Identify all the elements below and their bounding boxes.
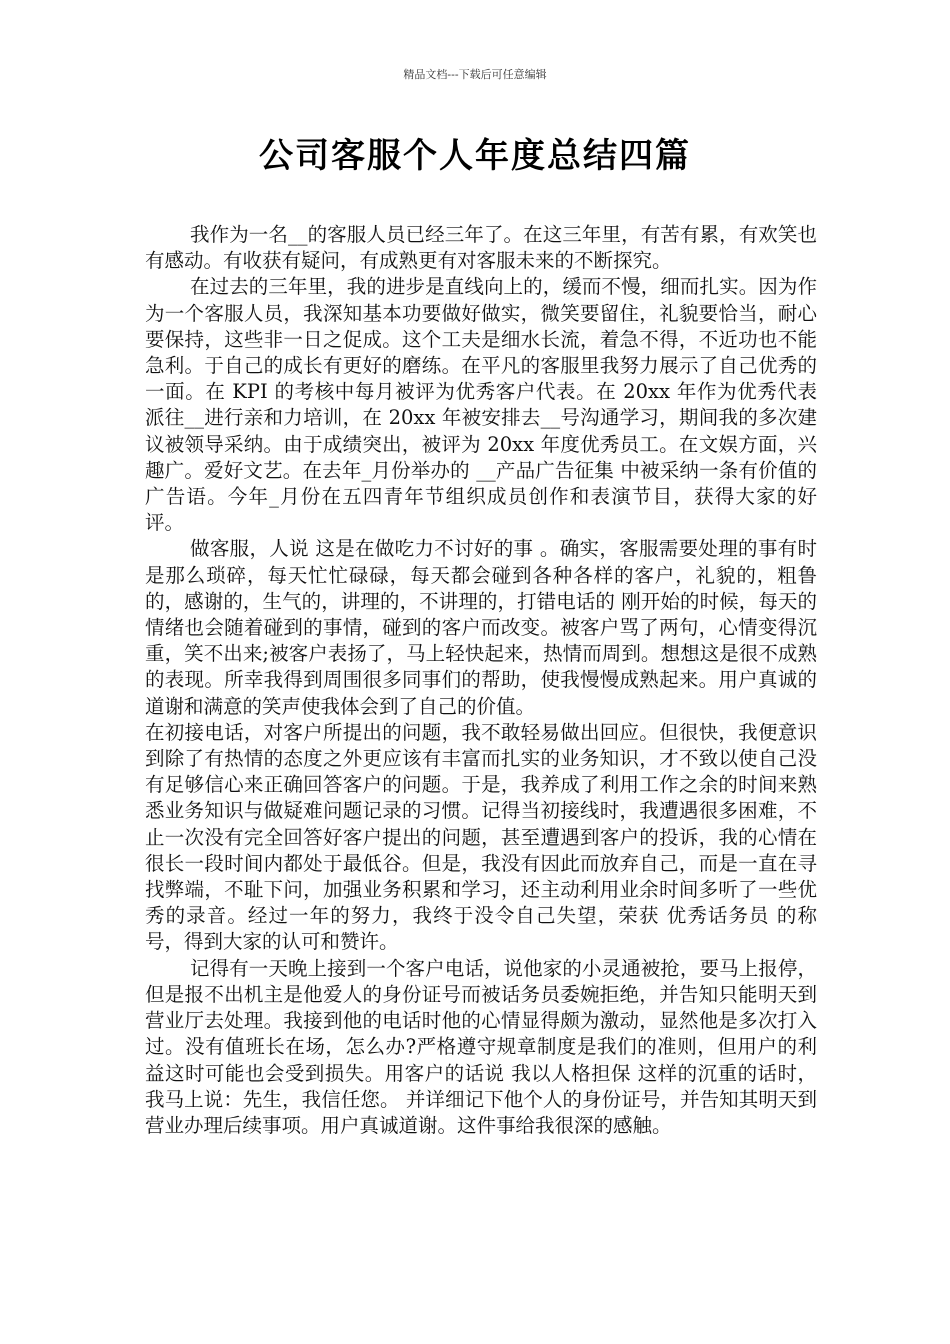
body-paragraph-2: 在过去的三年里，我的进步是直线向上的，缓而不慢，细而扎实。因为作为一个客服人员，我深知基本功要做好做实，微笑要留住，礼貌要恰当，耐心要保持，这些非一日之促成。这个工夫是细水长流，着急不得，不近功也不能急利。于自己的成长有更好的磨练。在平凡的客服里我努力展示了自己优秀的一面。在 KPI 的考核中每月被评为优秀客户代表。在 20xx 年作为优秀代表派往__进行亲和力培训，在 20xx 年被安排去__号沟通学习，期间我的多次建议被领导采纳。由于成绩突出，被评为 20xx 年度优秀员工。在文娱方面，兴趣广。爱好文艺。在去年_月份举办的 __产品广告征集 中被采纳一条有价值的广告语。今年_月份在五四青年节组织成员创作和表演节目，获得大家的好评。 bbox=[145, 275, 817, 535]
body-paragraph-4: 在初接电话，对客户所提出的问题，我不敢轻易做出回应。但很快，我便意识到除了有热情的态度之外更应该有丰富而扎实的业务知识，才不致以使自己没有足够信心来正确回答客户的问题。于是，我养成了利用工作之余的时间来熟悉业务知识与做疑难问题记录的习惯。记得当初接线时，我遭遇很多困难，不止一次没有完全回答好客户提出的问题，甚至遭遇到客户的投诉，我的心情在很长一段时间内都处于最低谷。但是，我没有因此而放弃自己，而是一直在寻找弊端，不耻下问，加强业务积累和学习，还主动利用业余时间多听了一些优秀的录音。经过一年的努力，我终于没令自己失望，荣获 优秀话务员 的称号，得到大家的认可和赞许。 bbox=[145, 720, 817, 954]
body-paragraph-5: 记得有一天晚上接到一个客户电话，说他家的小灵通被抢，要马上报停，但是报不出机主是他爱人的身份证号而被话务员委婉拒绝，并告知只能明天到营业厅去处理。我接到他的电话时他的心情显得颇为激动，显然他是多次打入过。没有值班长在场，怎么办?严格遵守规章制度是我们的准则，但用户的利益这时可能也会受到损失。用客户的话说 我以人格担保 这样的沉重的话时，我马上说：先生，我信任您。 并详细记下他个人的身份证号，并告知其明天到营业办理后续事项。用户真诚道谢。这件事给我很深的感触。 bbox=[145, 956, 817, 1137]
document-body bbox=[145, 222, 817, 1139]
body-paragraph-1: 我作为一名__的客服人员已经三年了。在这三年里，有苦有累，有欢笑也有感动。有收获有疑问，有成熟更有对客服未来的不断探究。 bbox=[145, 223, 817, 273]
document-title: 公司客服个人年度总结四篇 bbox=[259, 136, 691, 176]
document-header-note: 精品文档---下载后可任意编辑 bbox=[403, 68, 547, 81]
body-paragraph-3: 做客服，人说 这是在做吃力不讨好的事 。确实，客服需要处理的事有时是那么琐碎，每天忙忙碌碌，每天都会碰到各种各样的客户，礼貌的，粗鲁的，感谢的，生气的，讲理的，不讲理的，打错电话的 刚开始的时候，每天的情绪也会随着碰到的事情，碰到的客户而改变。被客户骂了两句，心情变得沉重，笑不出来;被客户表扬了，马上轻快起来，热情而周到。想想这是很不成熟的表现。所幸我得到周围很多同事们的帮助，使我慢慢成熟起来。用户真诚的道谢和满意的笑声使我体会到了自己的价值。 bbox=[145, 537, 817, 718]
